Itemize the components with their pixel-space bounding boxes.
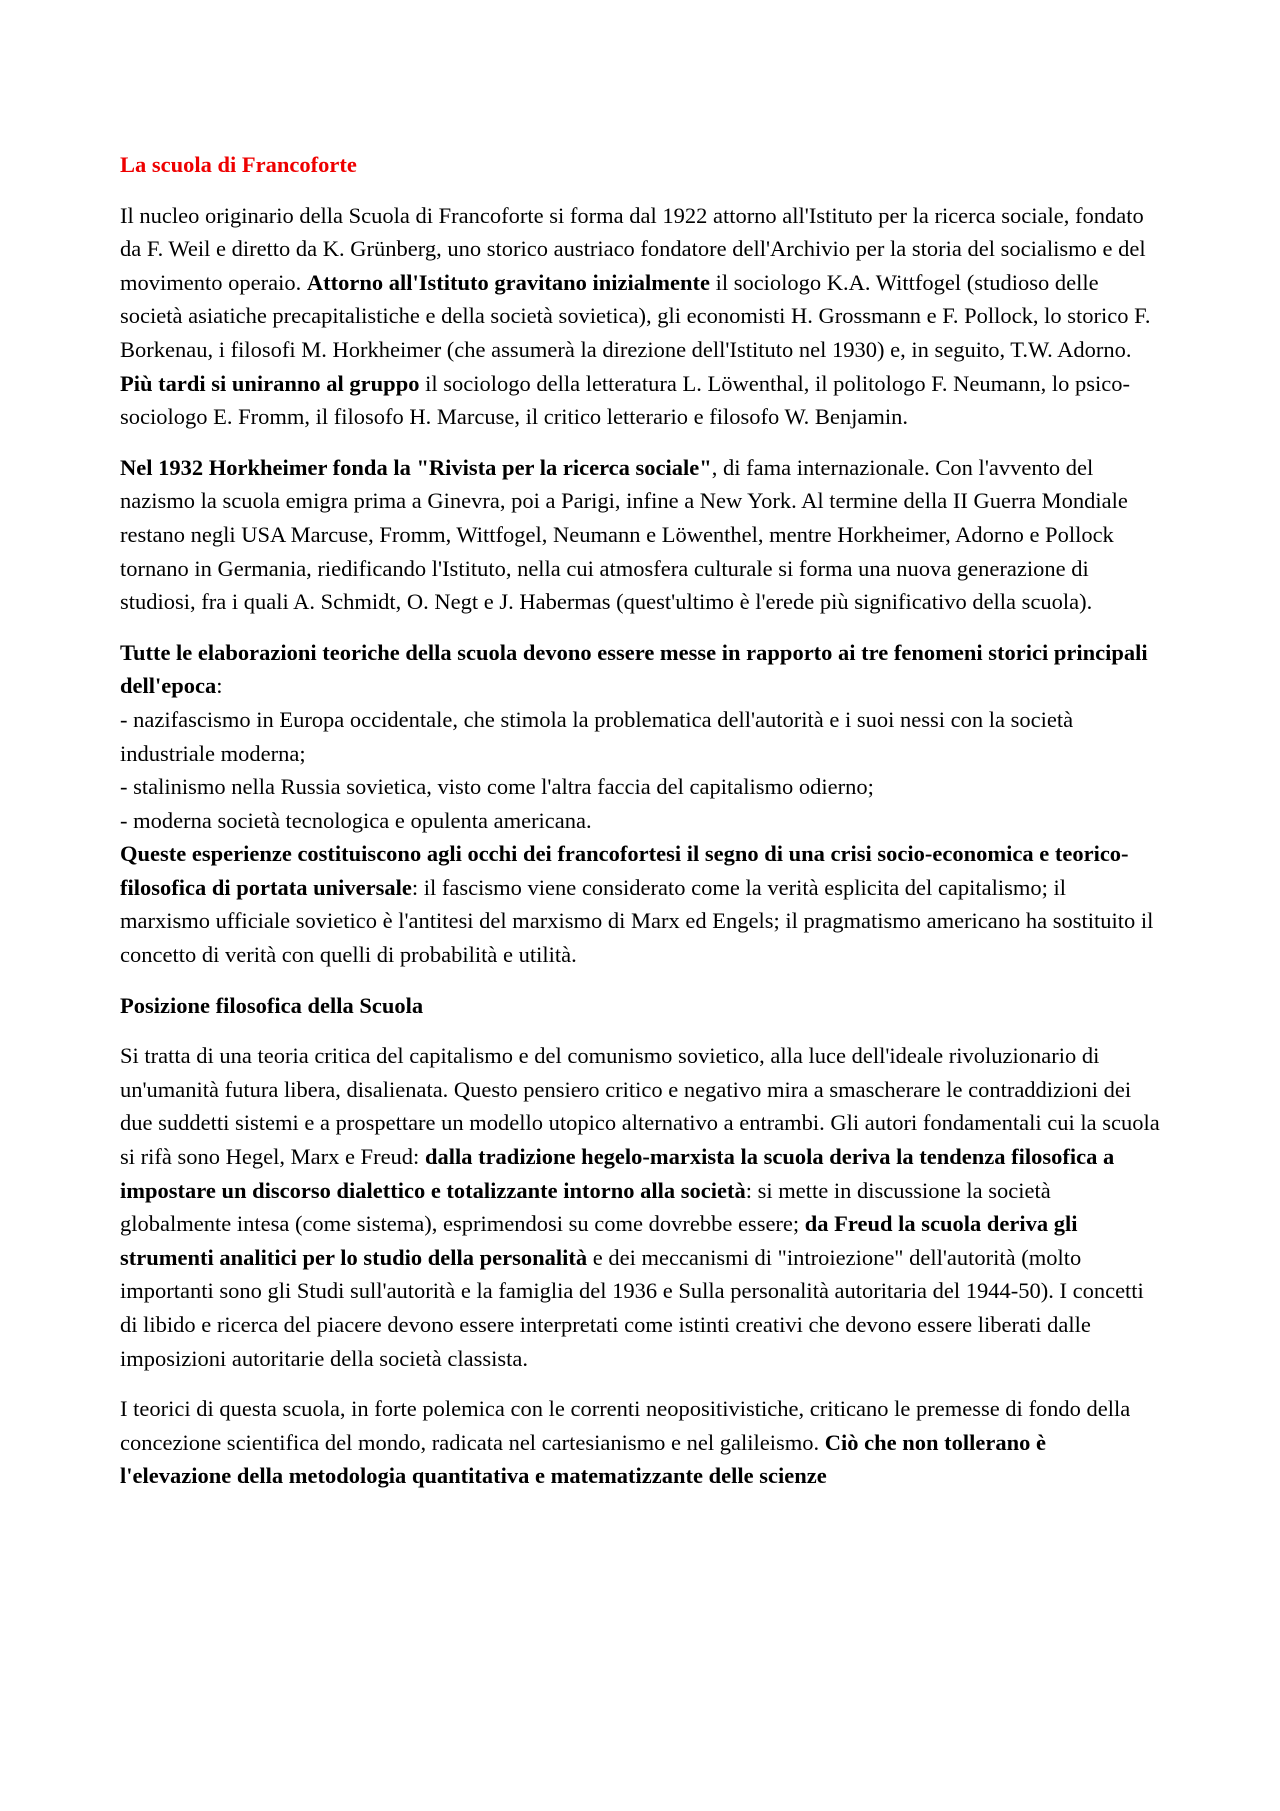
document-page xyxy=(120,148,1160,1493)
origins-bold-2: Più tardi si uniranno al gruppo xyxy=(120,370,420,396)
position-text-2: : si mette in discussione la società globalmente intesa (come sistema), esprimendosi su come dovrebbe essere; xyxy=(120,1177,1051,1237)
paragraph-position xyxy=(120,1039,1160,1375)
paragraph-critique xyxy=(120,1392,1160,1493)
position-text-1: Si tratta di una teoria critica del capitalismo e del comunismo sovietico, alla luce dell'ideale rivoluzionario di un'umanità futura libera, disalienata. Questo pensiero critico e negativo mira a smascherare le contraddizioni dei due suddetti sistemi e a prospettare un modello utopico alternativo a entrambi. Gli autori fondamentali cui la scuola si rifà sono Hegel, Marx e Freud: xyxy=(120,1043,1160,1170)
paragraph-journal xyxy=(120,451,1160,619)
paragraph-phenomena xyxy=(120,636,1160,703)
critique-text-1: I teorici di questa scuola, in forte polemica con le correnti neopositivistiche, criticano le premesse di fondo della concezione scientifica del mondo, radicata nel cartesianismo e nel galileismo. xyxy=(120,1396,1131,1455)
list-item: - stalinismo nella Russia sovietica, visto come l'altra faccia del capitalismo odierno; xyxy=(120,774,874,800)
phenomena-heading: Tutte le elaborazioni teoriche della scuola devono essere messe in rapporto ai tre fenomeni storici principali dell'epoca xyxy=(120,639,1148,699)
list-item: - moderna società tecnologica e opulenta americana. xyxy=(120,807,592,833)
document-title: La scuola di Francoforte xyxy=(120,152,357,177)
crisis-text: : il fascismo viene considerato come la verità esplicita del capitalismo; il marxismo ufficiale sovietico è l'antitesi del marxismo di Marx ed Engels; il pragmatismo americano ha sostituito il concetto di verità con quelli di probabilità e utilità. xyxy=(120,874,1154,968)
origins-bold-1: Attorno all'Istituto gravitano inizialmente xyxy=(306,269,710,295)
section-heading xyxy=(120,989,1160,1023)
journal-bold-1: Nel 1932 Horkheimer fonda la "Rivista per la ricerca sociale" xyxy=(120,454,712,480)
paragraph-crisis xyxy=(120,837,1160,971)
position-text-3: e dei meccanismi di "introiezione" dell'autorità (molto importanti sono gli Studi sull'autorità e la famiglia del 1936 e Sulla personalità autoritaria del 1944-50). I concetti di libido e ricerca del piacere devono essere interpretati come istinti creativi che devono essere liberati dalle imposizioni autoritarie della società classista. xyxy=(120,1244,1144,1371)
origins-text-1: Il nucleo originario della Scuola di Francoforte si forma dal 1922 attorno all'Istituto per la ricerca sociale, fondato da F. Weil e diretto da K. Grünberg, uno storico austriaco fondatore dell'Archivio per la storia del socialismo e del movimento operaio. xyxy=(120,202,1146,295)
journal-text-1: , di fama internazionale. Con l'avvento del nazismo la scuola emigra prima a Ginevra, poi a Parigi, infine a New York. Al termine della II Guerra Mondiale restano negli USA Marcuse, Fromm, Wittfogel, Neumann e Löwenthel, mentre Horkheimer, Adorno e Pollock tornano in Germania, riedificando l'Istituto, nella cui atmosfera culturale si forma una nuova generazione di studiosi, fra i quali A. Schmidt, O. Negt e J. Habermas (quest'ultimo è l'erede più significativo della scuola). xyxy=(120,454,1128,615)
origins-text-2: il sociologo K.A. Wittfogel (studioso delle società asiatiche precapitalistiche e della società sovietica), gli economisti H. Grossmann e F. Pollock, lo storico F. Borkenau, i filosofi M. Horkheimer (che assumerà la direzione dell'Istituto nel 1930) e, in seguito, T.W. Adorno. xyxy=(120,269,1151,362)
phenomena-colon: : xyxy=(216,673,223,699)
position-bold-2: da Freud la scuola deriva gli strumenti analitici per lo studio della personalità xyxy=(120,1211,1078,1270)
section-heading-text: Posizione filosofica della Scuola xyxy=(120,992,424,1018)
list-item: - nazifascismo in Europa occidentale, che stimola la problematica dell'autorità e i suoi nessi con la società industriale moderna; xyxy=(120,706,1074,766)
crisis-bold: Queste esperienze costituiscono agli occhi dei francofortesi il segno di una crisi socio-economica e teorico-filosofica di portata universale xyxy=(120,841,1129,900)
critique-bold-1: Ciò che non tollerano è l'elevazione della metodologia quantitativa e matematizzante delle scienze xyxy=(120,1429,1046,1489)
origins-text-3: il sociologo della letteratura L. Löwenthal, il politologo F. Neumann, lo psico-sociologo E. Fromm, il filosofo H. Marcuse, il critico letterario e filosofo W. Benjamin. xyxy=(120,370,1131,430)
position-bold-1: dalla tradizione hegelo-marxista la scuola deriva la tendenza filosofica a impostare un discorso dialettico e totalizzante intorno alla società xyxy=(120,1144,1115,1203)
paragraph-origins xyxy=(120,199,1160,434)
